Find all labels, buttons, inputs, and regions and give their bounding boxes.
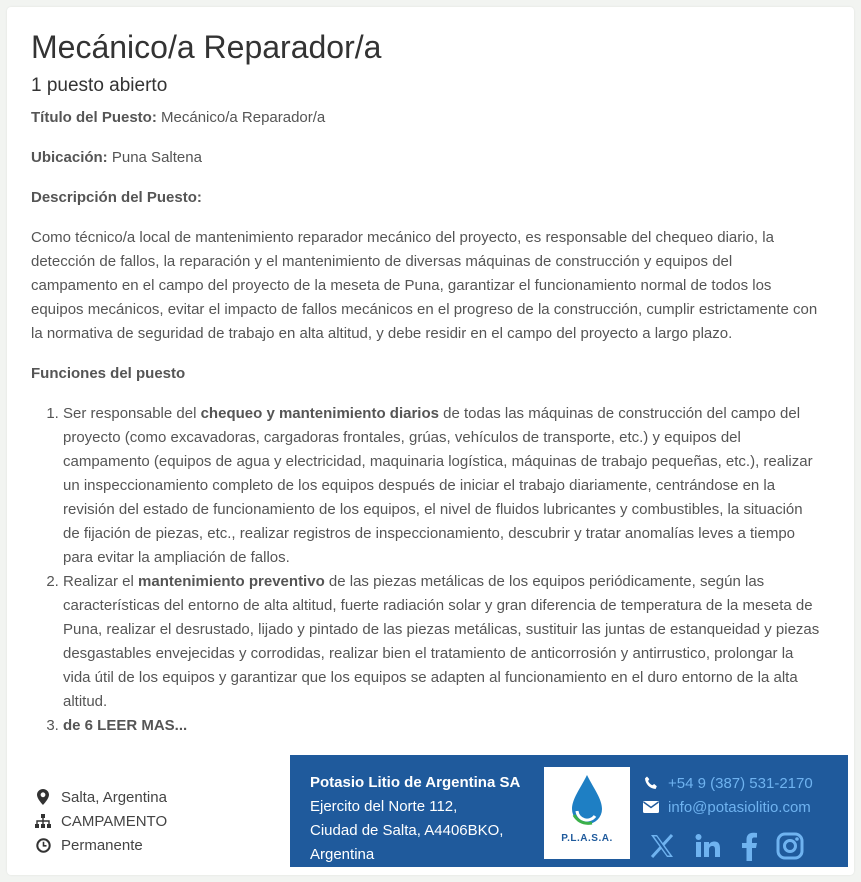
title-value: Mecánico/a Reparador/a: [161, 109, 326, 126]
function-text: de todas las máquinas de construcción del campo del proyecto (como excavadoras, cargadoras frontales, grúas, vehículos de transporte, etc.) y equipos del campamento (equipos de agua y electricidad, maquinaria logística, máquinas de trabajo pequeñas, etc.), realizar un inspeccionamiento completo de los equipos después de iniciar el trabajo diariamente, centrándose en la revisión del estado de funcionamiento de los equipos, el nivel de fluidos lubricantes y combustibles, la situación de fijación de piezas, etc., realizar registros de inspeccionamiento, descubrir y tratar anomalías leves a tiempo para evitar la ampliación de fallos.: [63, 405, 813, 566]
title-label: Título del Puesto:: [31, 109, 157, 126]
meta-type-text: Permanente: [61, 836, 143, 854]
company-contact: [642, 771, 813, 819]
email-link[interactable]: [642, 795, 813, 819]
instagram-icon[interactable]: [776, 832, 804, 860]
meta-department: [33, 809, 167, 833]
company-info: [310, 771, 520, 867]
social-links: [648, 831, 804, 861]
company-address-line3: Argentina: [310, 846, 375, 863]
linkedin-icon[interactable]: [694, 832, 722, 860]
meta-location: [33, 785, 167, 809]
job-description: [31, 106, 821, 738]
functions-heading: [31, 362, 821, 386]
job-meta: [33, 785, 167, 857]
openings-count: 1 puesto abierto: [31, 75, 168, 96]
sitemap-icon: [33, 814, 53, 828]
list-item: [63, 570, 821, 714]
location-label: Ubicación:: [31, 149, 108, 166]
location-field: [31, 146, 821, 170]
functions-label: Funciones del puesto: [31, 365, 186, 382]
read-more-link[interactable]: [63, 714, 821, 738]
job-card: [7, 7, 854, 875]
email-text[interactable]: info@potasiolitio.com: [668, 798, 811, 816]
meta-type: [33, 833, 167, 857]
job-title: Mecánico/a Reparador/a: [31, 29, 382, 65]
phone-text[interactable]: +54 9 (387) 531-2170: [668, 774, 813, 792]
logo-text: P.L.A.S.A.: [561, 833, 613, 844]
company-address-line2: Ciudad de Salta, A4406BKO,: [310, 822, 504, 839]
phone-icon: [642, 776, 660, 790]
title-field: [31, 106, 821, 130]
water-drop-icon: [544, 767, 630, 833]
x-twitter-icon[interactable]: [648, 832, 676, 860]
company-address-line1: Ejercito del Norte 112,: [310, 798, 458, 815]
map-marker-icon: [33, 789, 53, 805]
function-text: Realizar el: [63, 573, 139, 590]
meta-location-text: Salta, Argentina: [61, 788, 167, 806]
description-label: Descripción del Puesto:: [31, 189, 202, 206]
function-emphasis: chequeo y mantenimiento diarios: [200, 405, 439, 422]
functions-list: [31, 402, 821, 738]
company-banner: [290, 755, 848, 867]
facebook-icon[interactable]: [740, 831, 758, 861]
function-text: Ser responsable del: [63, 405, 201, 422]
read-more-label[interactable]: de 6 LEER MAS...: [63, 717, 188, 734]
description-text: Como técnico/a local de mantenimiento reparador mecánico del proyecto, es responsable del chequeo diario, la detección de fallos, la reparación y el mantenimiento de diversas máquinas de construcción y equipos del campamento en el campo del proyecto de la meseta de Puna, garantizar el funcionamiento normal de todos los equipos mecánicos, evitar el impacto de fallos mecánicos en el progreso de la construcción, cumplir estrictamente con la normativa de seguridad de trabajo en alta altitud, y debe residir en el campo del proyecto a largo plazo.: [31, 229, 818, 342]
envelope-icon: [642, 801, 660, 813]
list-item: [63, 402, 821, 570]
function-emphasis: mantenimiento preventivo: [138, 573, 325, 590]
description-heading: [31, 186, 821, 210]
phone-link[interactable]: [642, 771, 813, 795]
location-value: Puna Saltena: [111, 149, 202, 166]
function-text: de las piezas metálicas de los equipos periódicamente, según las características del entorno de alta altitud, fuerte radiación solar y gran diferencia de temperatura de la meseta de Puna, realizar el desrustado, lijado y pintado de las piezas metálicas, sustituir las juntas de estanqueidad y piezas desgastables envejecidas y corrodidas, realizar bien el tratamiento de anticorrosión y antirrustico, prolongar la vida útil de los equipos y garantizar que los equipos se adapten al funcionamiento en el duro entorno de la alta altitud.: [63, 573, 820, 710]
meta-department-text: CAMPAMENTO: [61, 812, 168, 830]
company-name: Potasio Litio de Argentina SA: [310, 774, 521, 791]
clock-icon: [33, 838, 53, 853]
company-logo: [544, 767, 630, 859]
